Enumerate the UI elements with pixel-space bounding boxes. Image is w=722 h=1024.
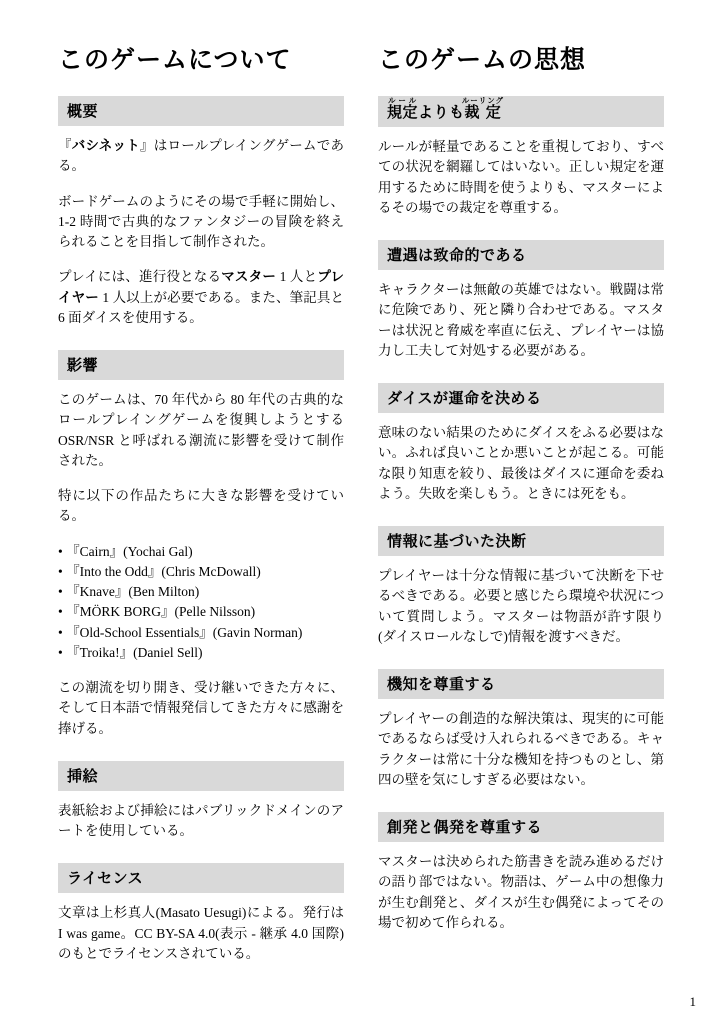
section-heading: 創発と偶発を尊重する xyxy=(378,812,664,842)
section-heading: 挿絵 xyxy=(58,761,344,791)
body-text: 特に以下の作品たちに大きな影響を受けている。 xyxy=(58,488,344,524)
paragraph xyxy=(58,801,344,842)
section-heading: ライセンス xyxy=(58,863,344,893)
paragraph xyxy=(378,566,664,647)
paragraph xyxy=(58,486,344,527)
column-blocks-left xyxy=(58,96,344,964)
paragraph xyxy=(378,137,664,218)
section-heading: 機知を尊重する xyxy=(378,669,664,699)
list-item: • 『Cairn』(Yochai Gal) xyxy=(58,542,344,562)
list-item: • 『Into the Odd』(Chris McDowall) xyxy=(58,562,344,582)
section-heading: 遭遇は致命的である xyxy=(378,240,664,270)
furigana-text: ルール xyxy=(387,96,419,105)
body-text: キャラクターは無敵の英雄ではない。戦闘は常に危険であり、死と隣り合わせである。マスターは状況と脅威を率直に伝え、プレイヤーは協力し工夫して対処する必要がある。 xyxy=(378,282,664,358)
section-heading: 概要 xyxy=(58,96,344,126)
body-text: プレイには、進行役となる xyxy=(58,269,222,285)
furigana-text: ルーリング xyxy=(461,96,505,105)
list-item: • 『Old-School Essentials』(Gavin Norman) xyxy=(58,623,344,643)
body-text: この潮流を切り開き、受け継いできた方々に、そして日本語で情報発信してきた方々に感謝を捧げる。 xyxy=(58,680,344,736)
list-item: • 『MÖRK BORG』(Pelle Nilsson) xyxy=(58,602,344,622)
body-text: プレイヤーは十分な情報に基づいて決断を下せるべきである。必要と感じたら環境や状況について質問しよう。マスターは物語が許す限り(ダイスロールなしで)情報を渡すべきだ。 xyxy=(378,568,664,644)
body-text: 1 人以上が必要である。また、筆記具と 6 面ダイスを使用する。 xyxy=(58,289,345,325)
paragraph xyxy=(58,136,344,177)
paragraph xyxy=(58,390,344,471)
paragraph xyxy=(378,709,664,790)
paragraph xyxy=(58,678,344,739)
bold-text: プレイヤー xyxy=(58,269,345,305)
body-text: マスターは決められた筋書きを読み進めるだけの語り部ではない。物語は、ゲーム中の想像力が生む創発と、ダイスが生む偶発によってその場で初めて作られる。 xyxy=(378,854,664,930)
paragraph xyxy=(378,852,664,933)
body-text: 1 人と xyxy=(276,269,318,285)
list-item: • 『Troika!』(Daniel Sell) xyxy=(58,643,344,663)
body-text: 『 xyxy=(58,138,72,153)
paragraph xyxy=(378,280,664,361)
influence-works-list xyxy=(58,542,344,664)
paragraph xyxy=(378,423,664,504)
paragraph xyxy=(58,903,344,964)
body-text: 』はロールプレイングゲームである。 xyxy=(58,138,344,174)
paragraph xyxy=(58,192,344,253)
list-item: • 『Knave』(Ben Milton) xyxy=(58,582,344,602)
body-text: 文章は上杉真人(Masato Uesugi)による。発行は I was game。CC BY-SA 4.0(表示 - 継承 4.0 国際)のもとでライセンスされている。 xyxy=(58,905,344,961)
column-title-left: このゲームについて xyxy=(58,46,292,74)
two-column-layout xyxy=(58,36,664,979)
section-heading: 情報に基づいた決断 xyxy=(378,526,664,556)
section-heading: ダイスが運命を決める xyxy=(378,383,664,413)
body-text: ルールが軽量であることを重視しており、すべての状況を網羅してはいない。正しい規定を運用するために時間を使うよりも、マスターによるその場での裁定を尊重する。 xyxy=(378,139,664,215)
heading-text: よりも xyxy=(418,104,465,121)
bold-text: マスター xyxy=(221,269,277,285)
section-heading xyxy=(378,96,664,127)
body-text: 意味のない結果のためにダイスをふる必要はない。ふれば良いことか悪いことが起こる。可能な限り知恵を絞り、最後はダイスに運命を委ねよう。失敗を楽しもう。ときには死をも。 xyxy=(378,425,664,501)
body-text: ボードゲームのようにその場で手軽に開始し、1-2 時間で古典的なファンタジーの冒険を終えられることを目指して制作された。 xyxy=(58,193,344,249)
body-text: 表紙絵および挿絵にはパブリックドメインのアートを使用している。 xyxy=(58,802,344,838)
section-heading: 影響 xyxy=(58,350,344,380)
page-number: 1 xyxy=(689,994,696,1009)
bold-text: バシネット xyxy=(71,138,140,153)
ruby-annotated-text: 規定ルール xyxy=(387,96,419,121)
column-about-game xyxy=(58,36,344,979)
column-game-philosophy xyxy=(378,36,664,979)
column-title-right: このゲームの思想 xyxy=(378,46,587,74)
body-text: このゲームは、70 年代から 80 年代の古典的なロールプレイングゲームを復興しようとする OSR/NSR と呼ばれる潮流に影響を受けて制作された。 xyxy=(58,392,344,468)
column-blocks-right xyxy=(378,96,664,933)
body-text: プレイヤーの創造的な解決策は、現実的に可能であるならば受け入れられるべきである。キャラクターは常に十分な機知を持つものとし、第四の壁を気にしすぎる必要はない。 xyxy=(378,711,664,787)
paragraph xyxy=(58,267,344,328)
ruby-annotated-text: 裁定ルーリング xyxy=(461,96,505,121)
